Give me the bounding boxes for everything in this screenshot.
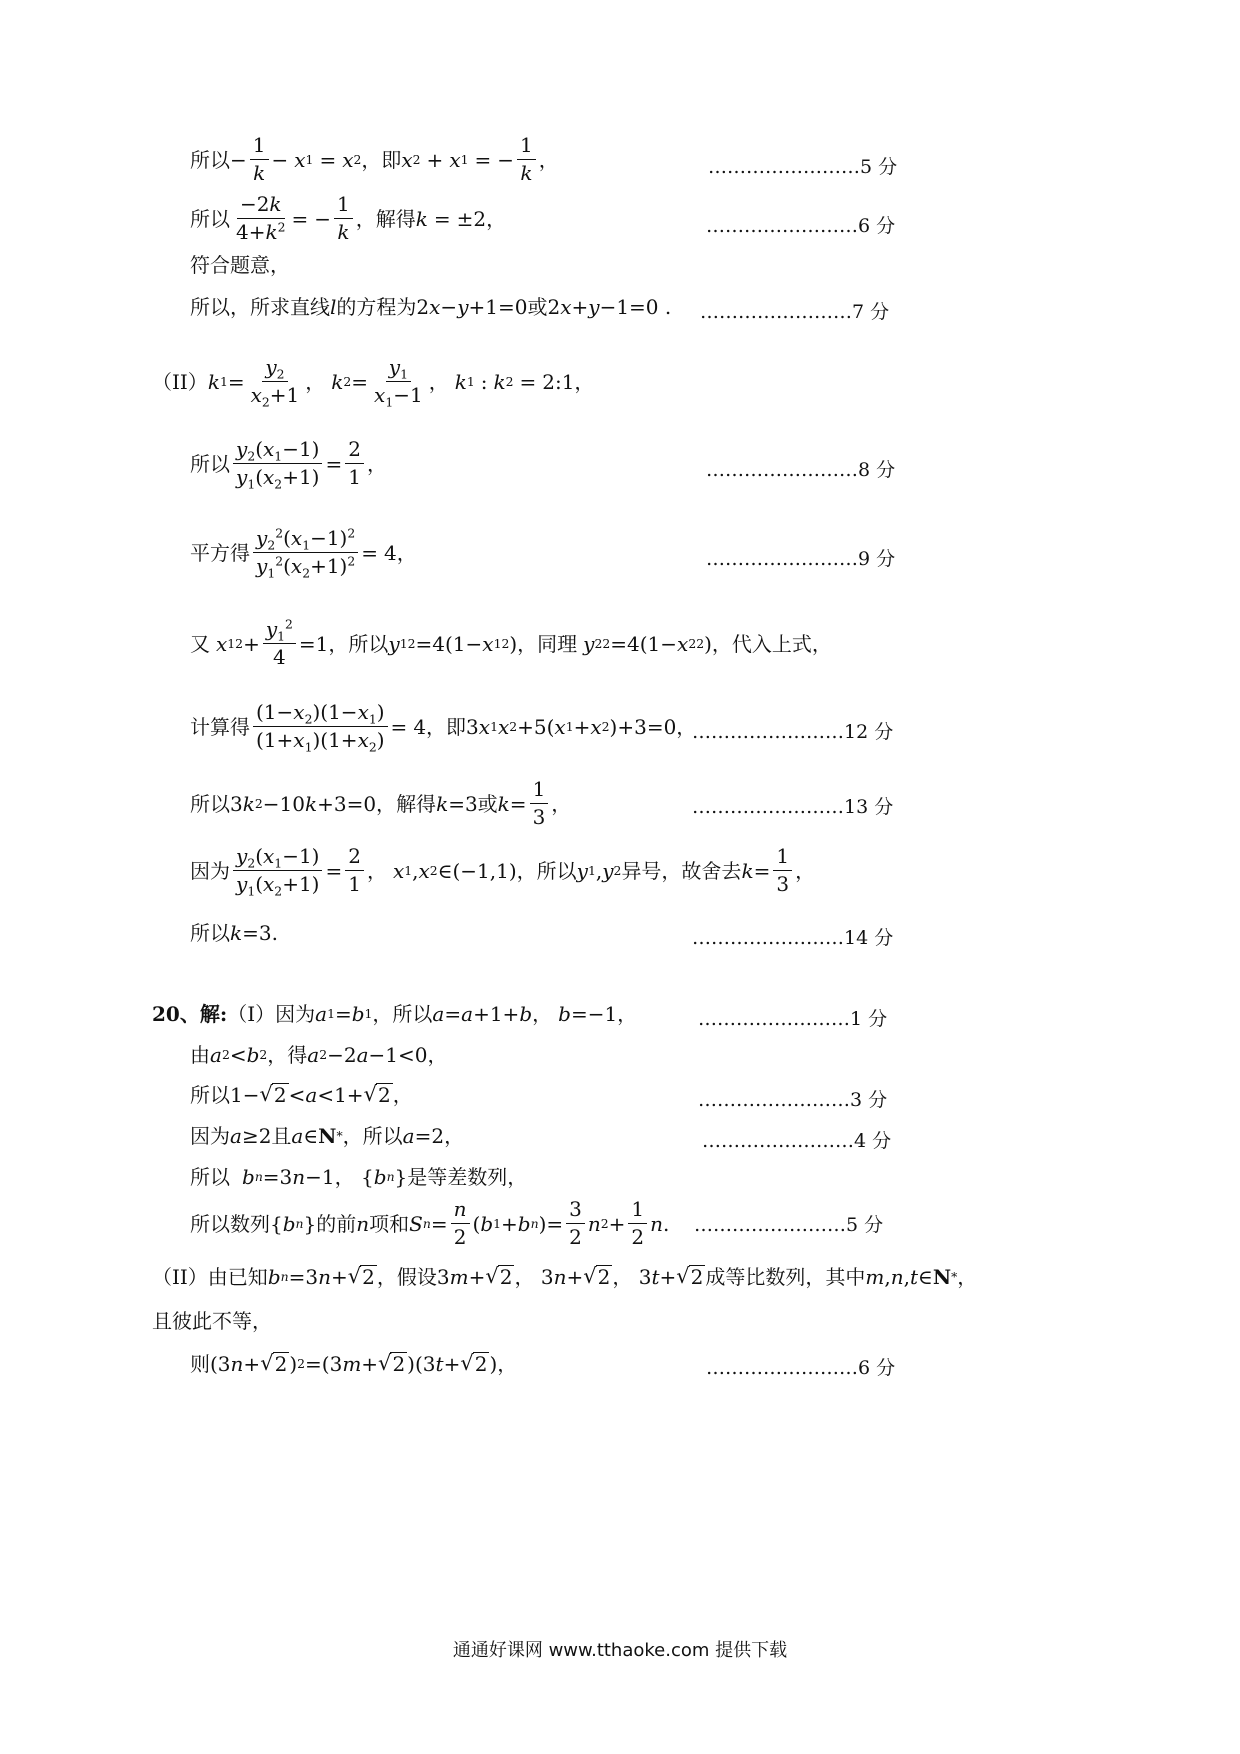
line-2: 所以 $\frac{-2k}{4+k^2}$ = − $\frac{1}{k}$ ， 解得 k = ±2， xyxy=(190,192,507,244)
line-20-2: 由 a 2 < b 2 ， 得 a 2 −2 a −1<0， xyxy=(190,1043,448,1067)
line-11: 因为 $\frac{y_2(x_1-1)}{y_1(x_2+1)}$ = $\frac{2}{1}$ ， x 1 , x 2 ∈(−1,1)， 所以 y 1 , y 2 异号，故舍去 k = $\frac{1}{3}$ ， xyxy=(190,844,816,899)
score-6b: ……………………6 分 xyxy=(706,1357,896,1379)
question-20-label: 20、解: xyxy=(152,1002,228,1026)
score-5b: ……………………5 分 xyxy=(694,1214,884,1236)
score-5: ……………………5 分 xyxy=(708,156,898,178)
line-1: 所以 − $\frac{1}{k}$ − x 1 = x 2 ， 即 x 2 + x 1 = − $\frac{1}{k}$ ， xyxy=(190,133,559,185)
line-9: 计算得 $\frac{(1-x_2)(1-x_1)}{(1+x_1)(1+x_2)}$ = 4， 即 3 x 1 x 2 +5( x 1 + x 2 )+3=0， xyxy=(190,700,697,755)
line-20-7: （II）由已知 b n =3 n + √ 2 ，假设 3 m + √ 2 ， 3 n + √ 2 ， 3 t + √ 2 成等比数列，其中 m , n , t ∈ N * ， xyxy=(152,1264,978,1289)
line-3: 符合题意， xyxy=(190,253,290,277)
score-3b: ……………………3 分 xyxy=(698,1089,888,1111)
line-20-4: 因为 a ≥2 且 a ∈ N * ， 所以 a =2， xyxy=(190,1124,465,1148)
line-20-3: 所以 1− √ 2 < a <1+ √ 2 ， xyxy=(190,1082,413,1107)
score-13: ……………………13 分 xyxy=(692,796,894,818)
footer-source: 通通好课网 www.tthaoke.com 提供下载 xyxy=(452,1640,788,1661)
score-12: ……………………12 分 xyxy=(692,721,894,743)
line-4: 所以，所求直线 l 的方程为 2 x − y +1=0 或 2 x + y −1=0 . xyxy=(190,295,672,319)
line-10: 所以 3 k 2 −10 k +3=0， 解得 k =3 或 k = $\frac{1}{3}$ ， xyxy=(190,777,572,829)
line-6: 所以 $\frac{y_2(x_1-1)}{y_1(x_2+1)}$ = $\frac{2}{1}$ ， xyxy=(190,437,387,492)
score-9: ……………………9 分 xyxy=(706,548,896,570)
line-20-5: 所以 b n =3 n −1， { b n } 是等差数列， xyxy=(190,1165,528,1189)
line-20-8: 且彼此不等， xyxy=(152,1309,272,1333)
line-20-6: 所以数列 { b n } 的前 n 项和 S n = $\frac{n}{2}$ ( b 1 + b n )= $\frac{3}{2}$ n 2 + $\frac{1}{2}$ n . xyxy=(190,1197,670,1249)
score-7: ……………………7 分 xyxy=(700,301,890,323)
score-4b: ……………………4 分 xyxy=(702,1130,892,1152)
line-7: 平方得 $\frac{y_2^2(x_1-1)^2}{y_1^2(x_2+1)^2}$ = 4， xyxy=(190,525,417,581)
line-8: 又 x 1 2 + $\frac{y_1^2}{4}$ =1， 所以 y 1 2 =4(1− x 1 2 )， 同理 y 2 2 =4(1− x 2 2 )， 代入上式， xyxy=(190,616,832,669)
score-8: ……………………8 分 xyxy=(706,459,896,481)
score-6: ……………………6 分 xyxy=(706,215,896,237)
line-5: （II） k 1 = $\frac{y_2}{x_2+1}$ ， k 2 = $\frac{y_1}{x_1-1}$ ， k 1 : k 2 = 2:1， xyxy=(152,355,595,410)
line-12: 所以 k =3. xyxy=(190,921,278,945)
line-20-1: 20、解: （I） 因为 a 1 = b 1 ， 所以 a = a +1+ b ， b =−1， xyxy=(152,1002,638,1026)
score-1b: ……………………1 分 xyxy=(698,1008,888,1030)
score-14: ……………………14 分 xyxy=(692,927,894,949)
line-20-9: 则 (3 n + √ 2 ) 2 =(3 m + √ 2 )(3 t + √ 2 )， xyxy=(190,1351,518,1376)
